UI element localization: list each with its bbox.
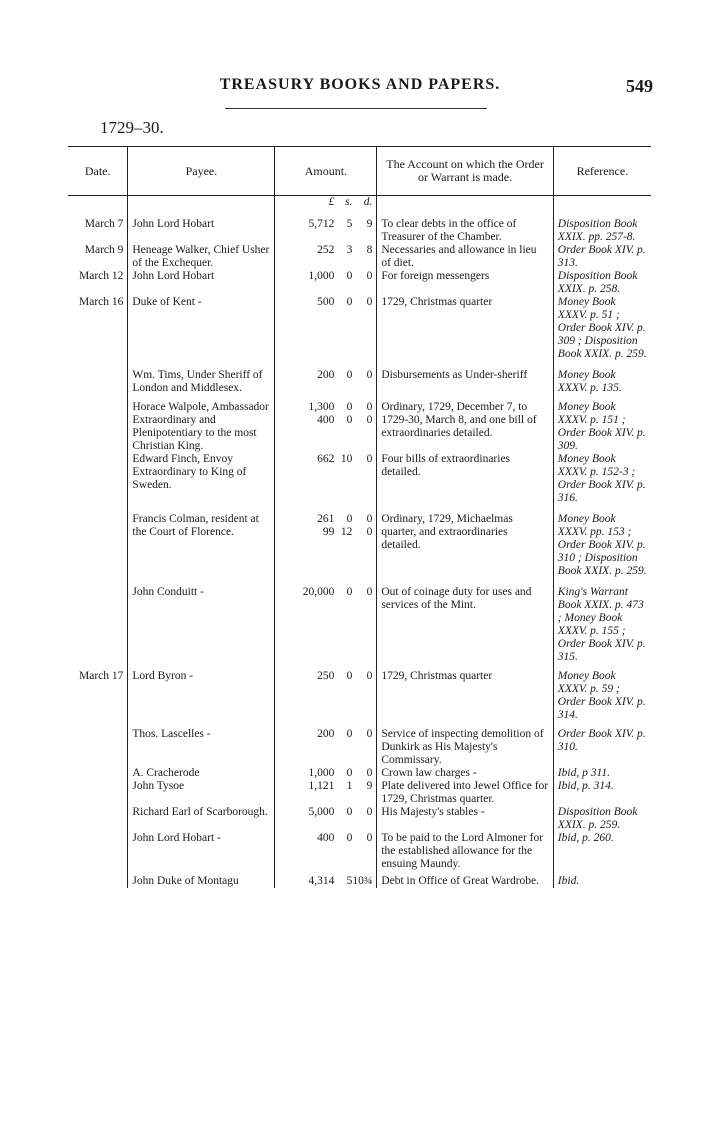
amount-line [279, 369, 372, 382]
amount-cell [275, 586, 377, 670]
pence-value: 9 [366, 780, 373, 792]
account-cell: For foreign messengers [377, 270, 553, 296]
payee-cell: Wm. Tims, Under Sheriff of London and Middlesex. [128, 369, 275, 401]
amount-cell [275, 780, 377, 806]
payee-cell: A. Cracherode [128, 767, 275, 780]
pence-value: 0 [366, 453, 373, 465]
account-cell: Out of coinage duty for uses and services of the Mint. [377, 586, 553, 670]
amount-cell [275, 244, 377, 270]
shillings-value: 0 [346, 670, 353, 682]
payee-cell: John Lord Hobart - [128, 832, 275, 875]
date-cell [68, 369, 128, 401]
pence-value: 0 [366, 670, 373, 682]
date-cell: March 9 [84, 244, 124, 256]
pounds-value: 200 [317, 369, 335, 381]
amount-line [279, 586, 372, 599]
reference-cell: Money Book XXXV. p. 59 ; Order Book XIV. p. 314. [553, 670, 651, 728]
pence-value: 0 [366, 586, 373, 598]
pence-value: 0 [366, 414, 373, 426]
pounds-value: 400 [317, 414, 335, 426]
pounds-value: 662 [317, 453, 335, 465]
amount-cell [275, 453, 377, 513]
pounds-value: 252 [317, 244, 335, 256]
pence-value: 0 [366, 401, 373, 413]
title-rule [225, 108, 487, 109]
year-heading: 1729–30. [100, 118, 164, 137]
account-cell: Four bills of extraordinaries detailed. [377, 453, 553, 513]
account-cell: 1729, Christmas quarter [377, 296, 553, 369]
payee-cell: Horace Walpole, Ambassador Extraordinary and Plenipotentiary to the most Christian King. [128, 401, 275, 453]
amount-cell [275, 767, 377, 780]
payee-cell: John Duke of Montagu [128, 875, 275, 888]
units-row [68, 196, 651, 219]
reference-cell: Ibid, p 311. [553, 767, 651, 780]
pounds-value: 4,314 [308, 875, 335, 887]
pence-value: 8 [366, 244, 373, 256]
shillings-value: 5 [346, 218, 353, 230]
amount-line [279, 875, 372, 888]
shillings-value: 3 [346, 244, 353, 256]
payee-cell: Thos. Lascelles - [128, 728, 275, 767]
amount-line [279, 670, 372, 683]
shillings-value: 0 [346, 414, 353, 426]
column-header-payee: Payee. [128, 147, 275, 196]
table-row [68, 586, 651, 670]
payee-cell: Heneage Walker, Chief Usher of the Exchequer. [128, 244, 275, 270]
pounds-value: 20,000 [302, 586, 335, 598]
amount-line [279, 401, 372, 414]
shillings-value: 1 [346, 780, 353, 792]
shillings-value: 0 [346, 369, 353, 381]
date-cell [68, 728, 128, 767]
amount-line [279, 767, 372, 780]
date-cell [68, 806, 128, 832]
reference-cell: Money Book XXXV. pp. 153 ; Order Book XIV. p. 310 ; Disposition Book XXIX. p. 259. [553, 513, 651, 586]
amount-cell [275, 369, 377, 401]
pounds-value: 5,000 [308, 806, 335, 818]
table-row [68, 728, 651, 767]
reference-cell: Ibid. [553, 875, 651, 888]
pence-value: 10¾ [352, 875, 373, 887]
reference-cell: Disposition Book XXIX. pp. 257-8. [553, 218, 651, 244]
account-cell: 1729, Christmas quarter [377, 670, 553, 728]
ledger-body [68, 196, 651, 889]
pounds-value: 5,712 [308, 218, 335, 230]
amount-cell [275, 401, 377, 453]
payee-cell: John Conduitt - [128, 586, 275, 670]
shillings-value: 0 [346, 270, 353, 282]
amount-cell [275, 270, 377, 296]
date-cell: March 17 [78, 670, 124, 682]
pounds-value: 1,121 [308, 780, 335, 792]
account-cell: Crown law charges - [377, 767, 553, 780]
account-cell: Plate delivered into Jewel Office for 1729, Christmas quarter. [377, 780, 553, 806]
table-row [68, 832, 651, 875]
unit-pence: d. [363, 196, 373, 208]
amount-line [279, 780, 372, 793]
pounds-value: 1,000 [308, 270, 335, 282]
amount-cell [275, 218, 377, 244]
reference-cell: King's Warrant Book XXIX. p. 473 ; Money Book XXXV. p. 155 ; Order Book XIV. p. 315. [553, 586, 651, 670]
pence-value: 0 [366, 767, 373, 779]
date-cell [68, 586, 128, 670]
date-cell: March 7 [84, 218, 124, 230]
table-row [68, 369, 651, 401]
pence-value: 0 [366, 806, 373, 818]
shillings-value: 0 [346, 586, 353, 598]
payee-cell: John Lord Hobart [128, 218, 275, 244]
amount-cell [275, 296, 377, 369]
pence-value: 0 [366, 526, 373, 538]
account-cell: Debt in Office of Great Wardrobe. [377, 875, 553, 888]
date-cell [68, 832, 128, 875]
table-row [68, 401, 651, 453]
payee-cell: Francis Colman, resident at the Court of Florence. [128, 513, 275, 586]
pounds-value: 1,300 [308, 401, 335, 413]
pence-value: 0 [366, 513, 373, 525]
table-row [68, 453, 651, 513]
payee-cell: Richard Earl of Scarborough. [128, 806, 275, 832]
pounds-value: 400 [317, 832, 335, 844]
amount-cell [275, 875, 377, 888]
payee-cell: John Lord Hobart [128, 270, 275, 296]
amount-cell [275, 832, 377, 875]
reference-cell: Money Book XXXV. p. 135. [553, 369, 651, 401]
page-number: 549 [626, 76, 653, 96]
account-cell: To be paid to the Lord Almoner for the established allowance for the ensuing Maundy. [377, 832, 553, 875]
shillings-value: 0 [346, 806, 353, 818]
pounds-value: 500 [317, 296, 335, 308]
pence-value: 9 [366, 218, 373, 230]
amount-line [279, 513, 372, 526]
reference-cell: Order Book XIV. p. 310. [553, 728, 651, 767]
payee-cell: Lord Byron - [128, 670, 275, 728]
table-row [68, 513, 651, 586]
shillings-value: 0 [346, 296, 353, 308]
column-header-reference: Reference. [553, 147, 651, 196]
date-cell: March 16 [78, 296, 124, 308]
shillings-value: 5 [346, 875, 353, 887]
amount-line [279, 453, 372, 466]
amount-line [279, 414, 372, 427]
ledger-table [68, 146, 651, 888]
amount-line [279, 296, 372, 309]
amount-cell [275, 513, 377, 586]
pence-value: 0 [366, 728, 373, 740]
amount-cell [275, 670, 377, 728]
amount-line [279, 806, 372, 819]
reference-cell: Ibid, p. 314. [553, 780, 651, 806]
date-cell [68, 780, 128, 806]
date-cell [68, 401, 128, 453]
shillings-value: 0 [346, 401, 353, 413]
account-cell: To clear debts in the office of Treasurer of the Chamber. [377, 218, 553, 244]
pounds-value: 250 [317, 670, 335, 682]
date-cell: March 12 [78, 270, 124, 282]
amount-cell [275, 728, 377, 767]
payee-cell: Duke of Kent - [128, 296, 275, 369]
pence-value: 0 [366, 369, 373, 381]
pounds-value: 99 [322, 526, 335, 538]
column-header-account: The Account on which the Order or Warrant is made. [377, 147, 553, 196]
shillings-value: 0 [346, 513, 353, 525]
table-row [68, 218, 651, 244]
amount-line [279, 270, 372, 283]
amount-line [279, 728, 372, 741]
column-header-date: Date. [68, 147, 128, 196]
pence-value: 0 [366, 270, 373, 282]
pounds-value: 261 [317, 513, 335, 525]
account-cell: Service of inspecting demolition of Dunkirk as His Majesty's Commissary. [377, 728, 553, 767]
table-row [68, 270, 651, 296]
account-cell: Necessaries and allowance in lieu of diet. [377, 244, 553, 270]
amount-line [279, 244, 372, 257]
reference-cell: Disposition Book XXIX. p. 259. [553, 806, 651, 832]
amount-line [279, 526, 372, 539]
shillings-value: 0 [346, 728, 353, 740]
shillings-value: 0 [346, 767, 353, 779]
shillings-value: 12 [340, 526, 353, 538]
amount-line [279, 218, 372, 231]
reference-cell: Ibid, p. 260. [553, 832, 651, 875]
shillings-value: 10 [340, 453, 353, 465]
pounds-value: 1,000 [308, 767, 335, 779]
table-row [68, 244, 651, 270]
reference-cell: Money Book XXXV. p. 152-3 ; Order Book XIV. p. 316. [553, 453, 651, 513]
date-cell [68, 453, 128, 513]
date-cell [68, 767, 128, 780]
table-row [68, 670, 651, 728]
pence-value: 0 [366, 296, 373, 308]
table-row [68, 780, 651, 806]
reference-cell: Disposition Book XXIX. p. 258. [553, 270, 651, 296]
shillings-value: 0 [346, 832, 353, 844]
header-row [68, 147, 651, 196]
account-cell: Ordinary, 1729, Michaelmas quarter, and extraordinaries detailed. [377, 513, 553, 586]
table-row [68, 767, 651, 780]
account-cell: Ordinary, 1729, December 7, to 1729-30, March 8, and one bill of extraordinaries detailed. [377, 401, 553, 453]
account-cell: His Majesty's stables - [377, 806, 553, 832]
unit-shillings: s. [344, 196, 353, 208]
table-row [68, 806, 651, 832]
reference-cell: Money Book XXXV. p. 151 ; Order Book XIV. p. 309. [553, 401, 651, 453]
amount-line [279, 832, 372, 845]
amount-cell [275, 806, 377, 832]
reference-cell: Money Book XXXV. p. 51 ; Order Book XIV. p. 309 ; Disposition Book XXIX. p. 259. [553, 296, 651, 369]
running-title: TREASURY BOOKS AND PAPERS. [219, 76, 501, 93]
reference-cell: Order Book XIV. p. 313. [553, 244, 651, 270]
pence-value: 0 [366, 832, 373, 844]
payee-cell: John Tysoe [128, 780, 275, 806]
payee-cell: Edward Finch, Envoy Extraordinary to King of Sweden. [128, 453, 275, 513]
table-row [68, 296, 651, 369]
pounds-value: 200 [317, 728, 335, 740]
table-row [68, 875, 651, 888]
unit-pounds: £ [328, 196, 335, 208]
date-cell [68, 875, 128, 888]
column-header-amount: Amount. [275, 147, 377, 196]
date-cell [68, 513, 128, 586]
units-cell [275, 196, 377, 219]
account-cell: Disbursements as Under-sheriff [377, 369, 553, 401]
